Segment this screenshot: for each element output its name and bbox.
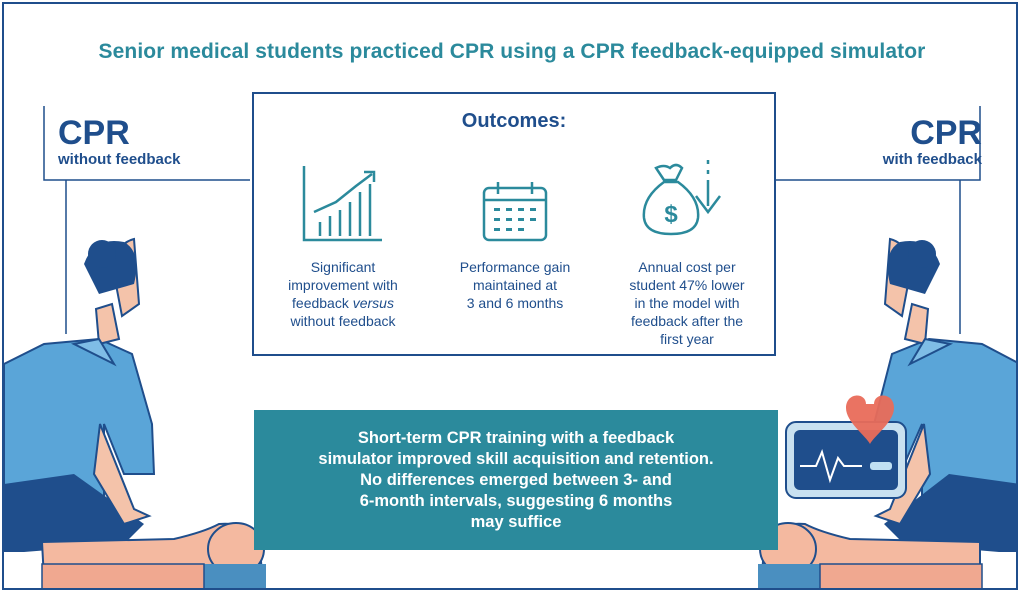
outcome-retention-text: Performance gain maintained at 3 and 6 months: [459, 259, 571, 311]
summary-conclusion-box: [254, 410, 778, 550]
summary-line: No differences emerged between 3- and: [360, 471, 672, 489]
summary-line: simulator improved skill acquisition and retention.: [318, 450, 714, 468]
outcomes-heading: Outcomes:: [461, 110, 567, 132]
svg-text:$: $: [664, 201, 678, 228]
bar-chart-growth-icon: [298, 164, 388, 244]
outcome-retention: [430, 156, 600, 312]
summary-line: Short-term CPR training with a feedback: [357, 429, 675, 447]
feedback-monitor: [786, 395, 906, 498]
infographic-frame: [2, 2, 1018, 590]
calendar-icon: [480, 180, 550, 244]
left-group-cpr: CPR: [58, 114, 130, 152]
infographic-title: Senior medical students practiced CPR using a CPR feedback-equipped simulator: [98, 40, 926, 63]
left-group-label: [58, 116, 181, 170]
left-group-condition: without feedback: [58, 151, 181, 168]
outcome-cost-text: Annual cost per student 47% lower in the model with feedback after the first year: [629, 259, 745, 347]
right-group-condition: with feedback: [882, 151, 982, 168]
right-rescuer-figure: [870, 239, 1018, 552]
summary-line: 6-month intervals, suggesting 6 months: [359, 492, 673, 510]
summary-line: may suffice: [470, 513, 562, 531]
money-bag-down-icon: [642, 158, 732, 244]
outcome-improvement: [258, 156, 428, 330]
outcome-improvement-text: Significant improvement with feedback versus without feedback: [288, 259, 398, 329]
outcomes-box: [252, 92, 776, 356]
left-rescuer-figure: [4, 239, 154, 552]
outcome-cost: [602, 156, 772, 348]
right-group-cpr: CPR: [910, 114, 982, 152]
right-group-label: [883, 116, 982, 170]
